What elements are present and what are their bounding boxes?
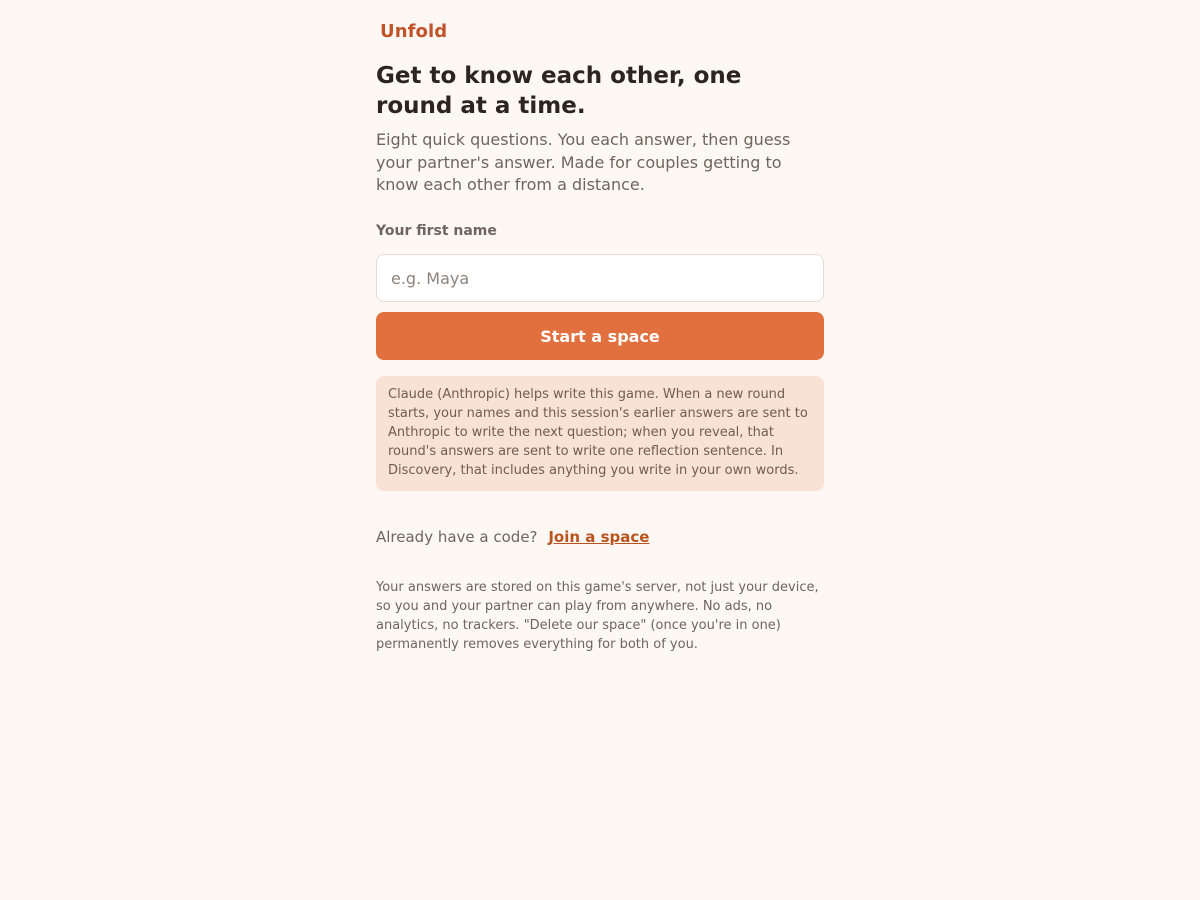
page-title: Get to know each other, one round at a time. xyxy=(376,63,742,119)
ai-disclosure-notice: Claude (Anthropic) helps write this game. When a new round starts, your names and this session's earlier answers are sent to Anthropic to write the next question; when you reveal, that round's answers are sent to write one reflection sentence. In Discovery, that includes anything you write in your own words. xyxy=(376,376,824,491)
join-prompt: Already have a code? xyxy=(376,528,538,546)
brand-logo: Unfold xyxy=(380,21,448,42)
first-name-label: Your first name xyxy=(376,223,497,239)
start-space-button[interactable]: Start a space xyxy=(376,312,824,360)
join-row xyxy=(376,528,649,546)
page-subtitle: Eight quick questions. You each answer, then guess your partner's answer. Made for couples getting to know each other from a distance. xyxy=(376,130,791,194)
privacy-note: Your answers are stored on this game's server, not just your device, so you and your partner can play from anywhere. No ads, no analytics, no trackers. "Delete our space" (once you're in one) permanently removes everything for both of you. xyxy=(376,580,819,652)
join-space-link[interactable]: Join a space xyxy=(548,528,650,546)
first-name-input[interactable] xyxy=(376,254,824,302)
